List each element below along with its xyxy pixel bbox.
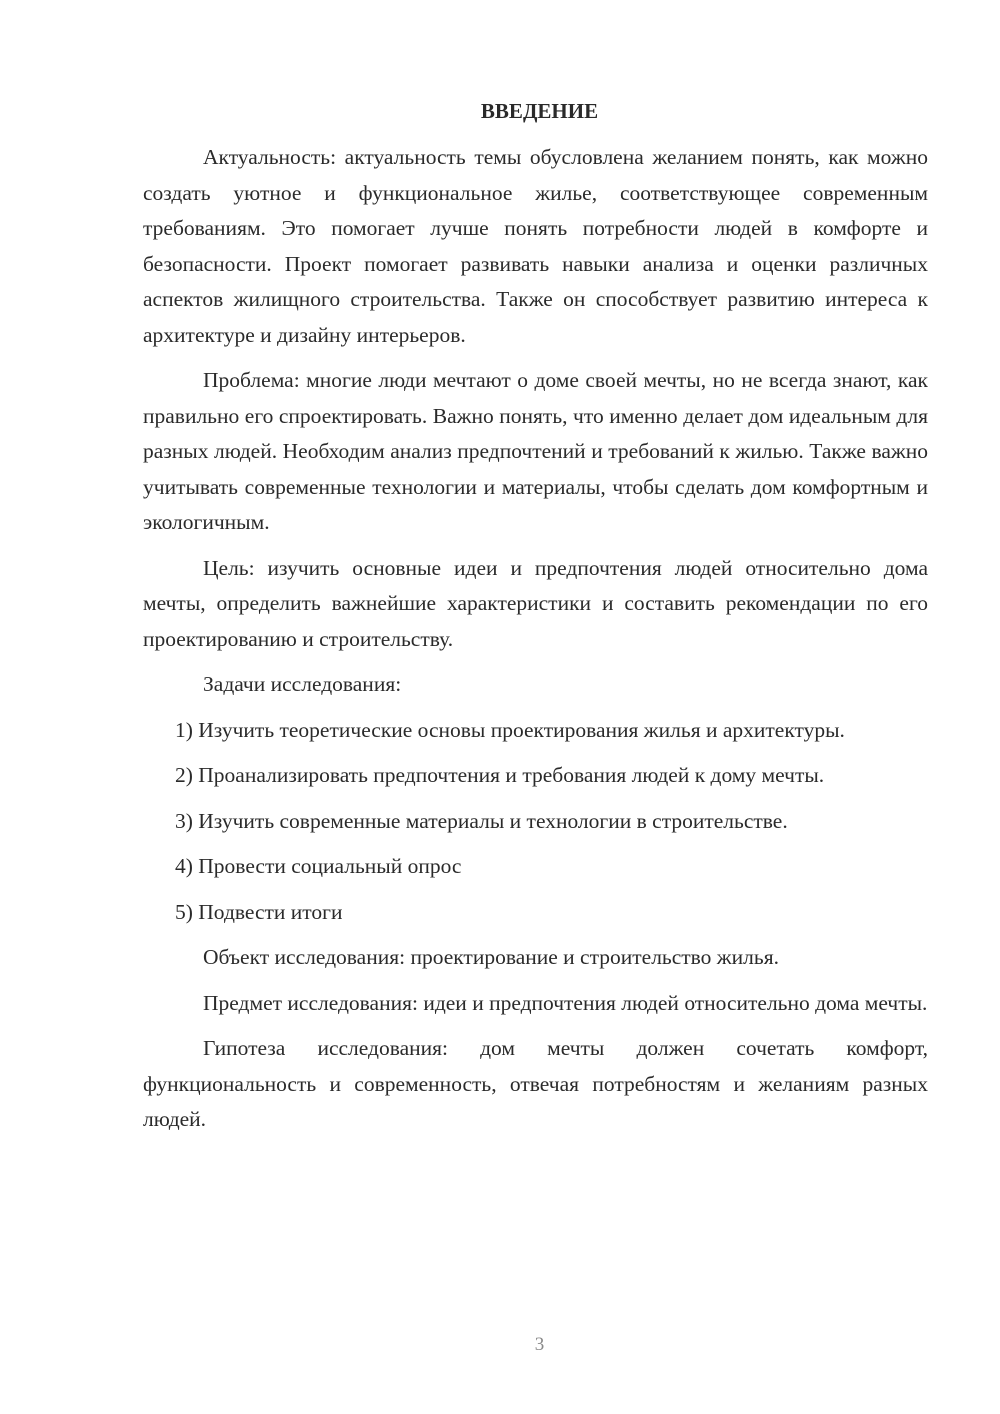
task-item-2: 2) Проанализировать предпочтения и требования людей к дому мечты. — [175, 763, 825, 787]
paragraph-problem: Проблема: многие люди мечтают о доме своей мечты, но не всегда знают, как правильно его спроектировать. Важно понять, что именно делает дом идеальным для разных людей. Необходим анализ предпочтений и требований к жилью. Также важно учитывать современные технологии и материалы, чтобы сделать дом комфортным и экологичным. — [143, 368, 928, 534]
tasks-heading: Задачи исследования: — [203, 672, 402, 696]
document-page — [143, 0, 928, 1414]
paragraph-relevance: Актуальность: актуальность темы обусловлена желанием понять, как можно создать уютное и функциональное жилье, соответствующее современным требованиям. Это помогает лучше понять потребности людей в комфорте и безопасности. Проект помогает развивать навыки анализа и оценки различных аспектов жилищного строительства. Также он способствует развитию интереса к архитектуре и дизайну интерьеров. — [143, 145, 928, 347]
paragraph-goal: Цель: изучить основные идеи и предпочтения людей относительно дома мечты, определить важнейшие характеристики и составить рекомендации по его проектированию и строительству. — [143, 555, 928, 651]
page-title: ВВЕДЕНИЕ — [480, 99, 599, 123]
task-item-5: 5) Подвести итоги — [175, 899, 343, 924]
paragraph-object: Объект исследования: проектирование и строительство жилья. — [203, 945, 779, 969]
task-item-1: 1) Изучить теоретические основы проектирования жилья и архитектуры. — [175, 717, 845, 742]
page-number: 3 — [534, 1334, 545, 1355]
task-item-3: 3) Изучить современные материалы и технологии в строительстве. — [175, 808, 788, 833]
document-body — [143, 140, 928, 1148]
paragraph-hypothesis: Гипотеза исследования: дом мечты должен сочетать комфорт, функциональность и современность, отвечая потребностям и желаниям разных людей. — [143, 1036, 928, 1131]
paragraph-subject: Предмет исследования: идеи и предпочтения людей относительно дома мечты. — [203, 990, 928, 1015]
task-item-4: 4) Провести социальный опрос — [175, 854, 462, 878]
